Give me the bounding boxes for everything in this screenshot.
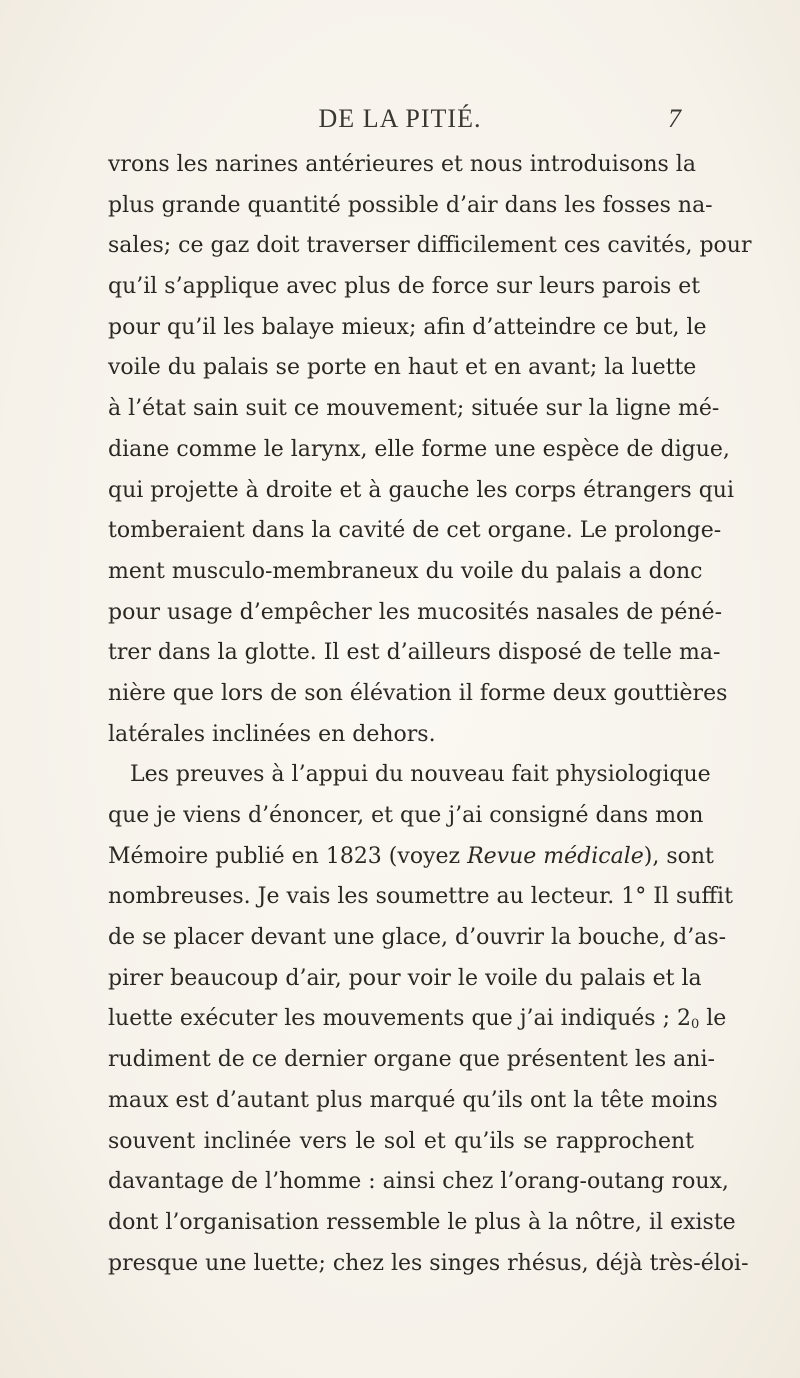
text-line: nombreuses. Je vais les soumettre au lecteur. 1° Il suffit [108,884,733,910]
text-line: pour qu’il les balaye mieux; afin d’atteindre ce but, le [108,314,707,340]
text-line: dont l’organisation ressemble le plus à la nôtre, il existe [108,1209,736,1235]
body-text [108,145,752,1284]
text-line: maux est d’autant plus marqué qu’ils ont la tête moins [108,1087,718,1113]
journal-title: Revue médicale [467,843,644,869]
text-line: à l’état sain suit ce mouvement; située sur la ligne mé- [108,396,720,422]
text-line: souvent inclinée vers le sol et qu’ils se rapprochent [108,1128,694,1154]
text-line: trer dans la glotte. Il est d’ailleurs disposé de telle ma- [108,640,721,666]
text-line: que je viens d’énoncer, et que j’ai consigné dans mon [108,803,704,828]
text-line-with-ordinal [108,999,727,1040]
running-head: DE LA PITIÉ. [318,104,482,133]
text-line: plus grande quantité possible d’air dans les fosses na- [108,192,713,218]
text-segment: ), sont [643,843,714,869]
text-line: vrons les narines antérieures et nous introduisons la [108,152,696,177]
text-line: ment musculo-membraneux du voile du palais a donc [108,558,703,584]
text-segment: Mémoire publié en 1823 (voyez [108,843,468,869]
text-line: voile du palais se porte en haut et en avant; la luette [108,355,697,381]
text-line: qui projette à droite et à gauche les corps étrangers qui [108,477,734,503]
text-segment: luette exécuter les mouvements que j’ai indiqués ; 2 [108,1006,691,1032]
text-line: pour usage d’empêcher les mucosités nasales de péné- [108,599,723,625]
text-line: pirer beaucoup d’air, pour voir le voile du palais et la [108,965,702,991]
text-line: tomberaient dans la cavité de cet organe. Le prolonge- [108,518,722,544]
text-line: diane comme le larynx, elle forme une espèce de digue, [108,436,730,462]
text-segment: le [699,1006,727,1032]
page-header [0,104,800,144]
text-line: rudiment de ce dernier organe que présentent les ani- [108,1047,715,1073]
text-line: sales; ce gaz doit traverser difficilement ces cavités, pour [108,233,752,259]
text-line: de se placer devant une glace, d’ouvrir la bouche, d’as- [108,925,727,951]
page-number: 7 [668,104,681,133]
text-line: presque une luette; chez les singes rhésus, déjà très-éloi- [108,1250,749,1276]
text-line: qu’il s’applique avec plus de force sur leurs parois et [108,274,701,300]
ordinal-mark: 0 [690,1017,700,1033]
paragraph-end-line: latérales inclinées en dehors. [108,721,436,747]
text-line-with-citation [108,837,714,878]
paragraph-start-line: Les preuves à l’appui du nouveau fait physiologique [130,762,711,788]
text-line: davantage de l’homme : ainsi chez l’orang-outang roux, [108,1169,729,1195]
text-line: nière que lors de son élévation il forme deux gouttières [108,680,728,706]
